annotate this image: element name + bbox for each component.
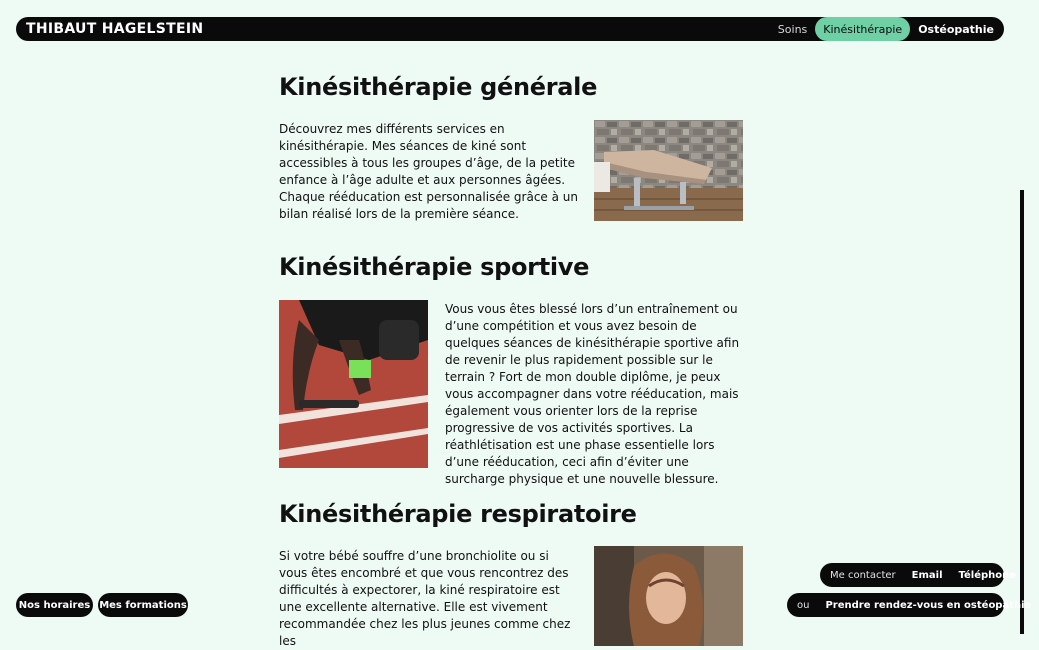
hours-label: Nos horaires: [18, 599, 91, 611]
sprinter-photo: [279, 300, 428, 468]
contact-label: Me contacter: [830, 569, 896, 581]
section-text-generale: Découvrez mes différents services en kinésithérapie. Mes séances de kiné sont accessibles à tous les groupes d’âge, de la petite enfance à l’âge adulte et aux personnes âgées. Chaque rééducation est personnalisée grâce à un bilan réalisé lors de la première séance.: [279, 122, 578, 221]
trainings-label: Mes formations: [99, 599, 187, 611]
main-nav: [770, 17, 1002, 41]
site-logo[interactable]: THIBAUT HAGELSTEIN: [26, 21, 204, 37]
nav-soins[interactable]: Soins: [777, 22, 808, 36]
appointment-link[interactable]: Prendre rendez-vous en ostéopathie: [825, 599, 1032, 611]
hours-button[interactable]: [16, 593, 93, 617]
breathing-woman-photo: [594, 546, 743, 646]
section-title-respiratoire: Kinésithérapie respiratoire: [279, 500, 637, 528]
appointment-prefix: ou: [797, 599, 810, 611]
section-text-respiratoire: Si votre bébé souffre d’une bronchiolite ou si vous êtes encombré et que vous rencontrez des difficultés à expectorer, la kiné respiratoire est une excellente alternative. Elle est vivement recommandée chez les plus jeunes comme chez les: [279, 549, 571, 648]
nav-kinesitherapie[interactable]: Kinésithérapie: [815, 17, 910, 41]
treatment-table-photo: [594, 120, 743, 221]
nav-osteopathie[interactable]: Ostéopathie: [918, 22, 994, 36]
section-title-sportive: Kinésithérapie sportive: [279, 253, 590, 281]
appointment-bar: [787, 593, 1032, 617]
phone-link[interactable]: Téléphone: [958, 569, 1017, 581]
email-link[interactable]: Email: [911, 569, 943, 581]
trainings-button[interactable]: [98, 593, 188, 617]
scrollbar[interactable]: [1020, 190, 1024, 634]
top-navigation-bar: [16, 17, 1004, 41]
section-title-generale: Kinésithérapie générale: [279, 73, 598, 101]
contact-bar: [820, 563, 1017, 587]
section-text-sportive: Vous vous êtes blessé lors d’un entraînement ou d’une compétition et vous avez besoin de quelques séances de kinésithérapie sportive afin de revenir le plus rapidement possible sur le terrain ? Fort de mon double diplôme, je peux vous accompagner dans votre rééducation, mais également vous orienter lors de la reprise progressive de vos activités sportives. La réathlétisation est une phase essentielle lors d’une rééducation, ceci afin d’éviter une surcharge physique et une nouvelle blessure.: [445, 302, 740, 486]
